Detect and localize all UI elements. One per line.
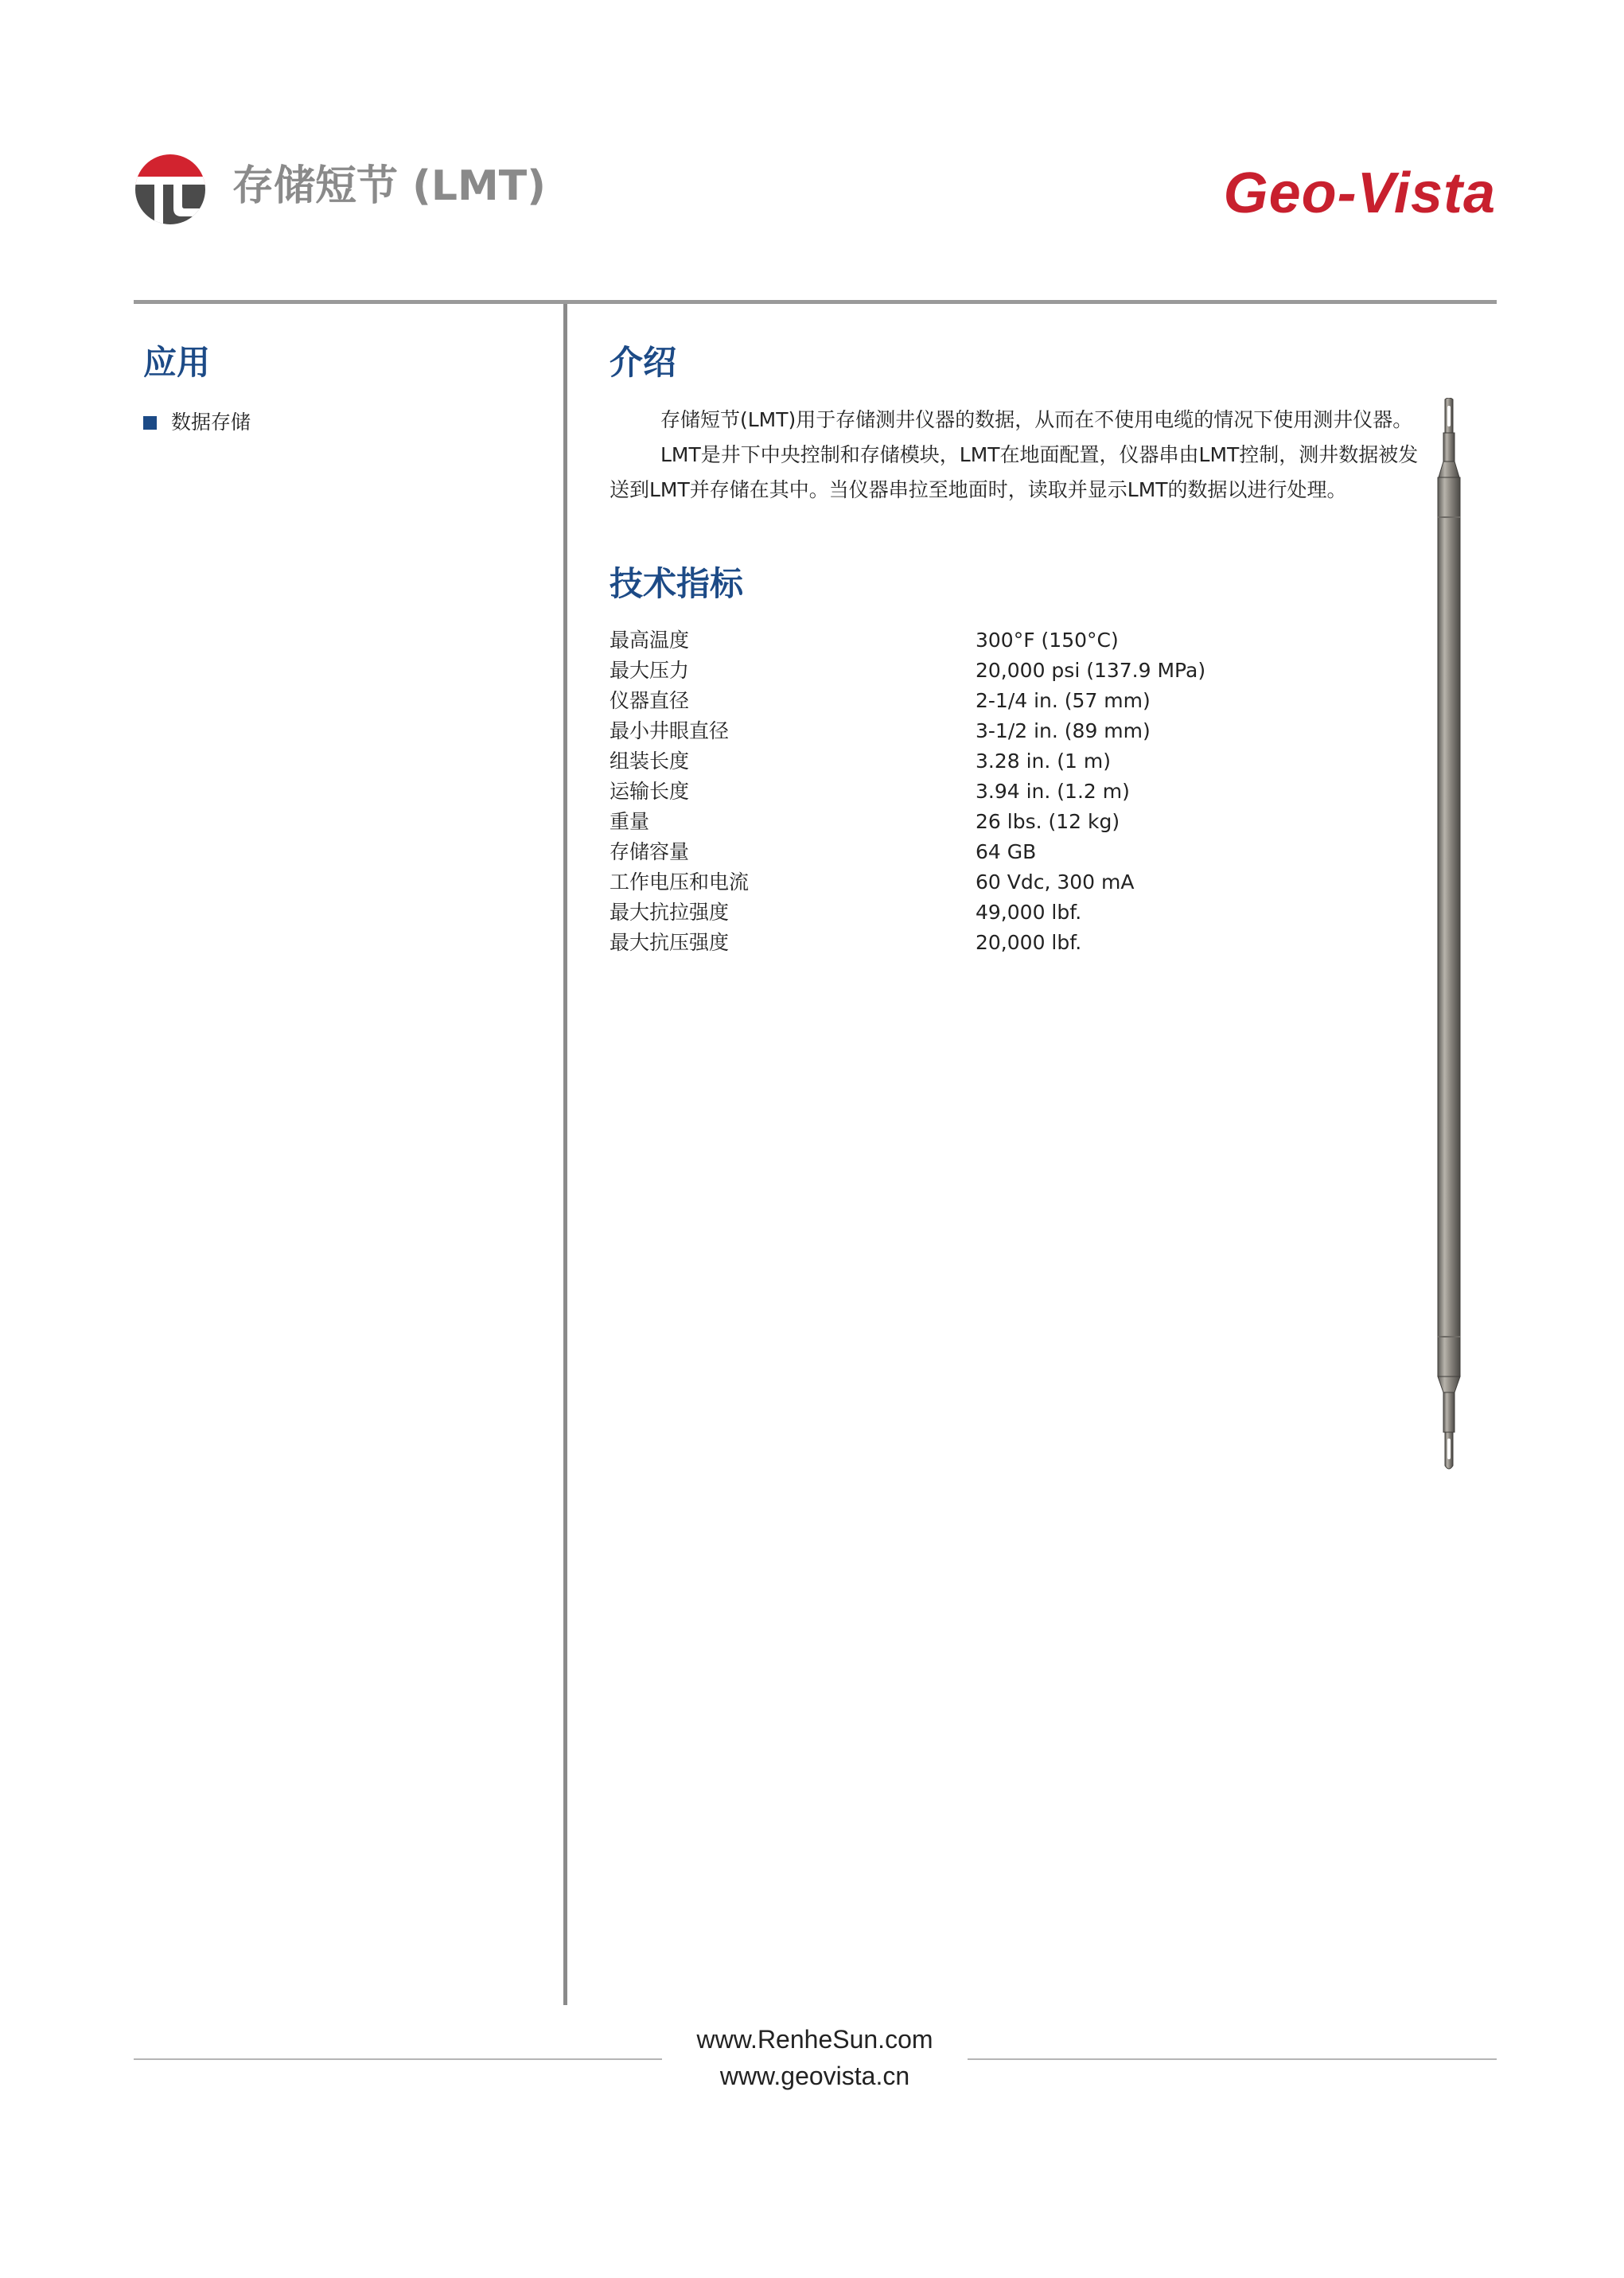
table-row — [609, 656, 1205, 686]
spec-label: 最大抗压强度 — [609, 931, 730, 954]
spec-value: 60 Vdc, 300 mA — [976, 870, 1135, 894]
table-row — [609, 716, 1205, 746]
footer-divider-left — [134, 2058, 662, 2060]
spec-value: 3.94 in. (1.2 m) — [976, 780, 1130, 803]
spec-value: 20,000 lbf. — [976, 931, 1082, 954]
table-row — [609, 746, 1205, 777]
table-row — [609, 625, 1205, 656]
spec-label: 最高温度 — [609, 629, 690, 652]
introduction-text — [609, 403, 1421, 508]
specifications-table — [609, 625, 1205, 958]
page-title: 存储短节 (LMT) — [232, 162, 546, 210]
table-row — [609, 867, 1205, 898]
company-logo-icon — [134, 153, 207, 226]
footer-link-renhesun[interactable]: www.RenheSun.com — [696, 2025, 933, 2054]
introduction-heading: 介绍 — [609, 343, 677, 382]
brand-logo: Geo-Vista — [1223, 162, 1496, 225]
spec-value: 2-1/4 in. (57 mm) — [976, 689, 1151, 712]
spec-label: 最小井眼直径 — [609, 719, 730, 742]
spec-value: 26 lbs. (12 kg) — [976, 810, 1120, 833]
spec-label: 最大抗拉强度 — [609, 901, 730, 924]
spec-value: 300°F (150°C) — [976, 629, 1119, 652]
application-label: 数据存储 — [171, 411, 251, 434]
spec-value: 3.28 in. (1 m) — [976, 750, 1112, 773]
table-row — [609, 928, 1205, 958]
spec-label: 最大压力 — [609, 659, 690, 682]
spec-label: 组装长度 — [609, 750, 690, 773]
footer-divider-right — [968, 2058, 1497, 2060]
spec-value: 3-1/2 in. (89 mm) — [976, 719, 1151, 742]
spec-value: 20,000 psi (137.9 MPa) — [976, 659, 1206, 682]
applications-heading: 应用 — [143, 343, 211, 382]
table-row — [609, 837, 1205, 867]
spec-label: 存储容量 — [609, 840, 690, 863]
spec-label: 仪器直径 — [609, 689, 690, 712]
spec-label: 运输长度 — [609, 780, 690, 803]
intro-paragraph: 存储短节(LMT)用于存储测井仪器的数据，从而在不使用电缆的情况下使用测井仪器。 — [660, 408, 1413, 431]
applications-list — [143, 407, 251, 438]
column-divider — [563, 304, 567, 2005]
spec-label: 重量 — [609, 810, 650, 833]
header-divider — [134, 300, 1497, 304]
spec-label: 工作电压和电流 — [609, 870, 750, 894]
specifications-heading: 技术指标 — [609, 564, 744, 603]
spec-value: 49,000 lbf. — [976, 901, 1082, 924]
intro-paragraph: LMT是井下中央控制和存储模块，LMT在地面配置，仪器串由LMT控制，测井数据被发送到LMT并存储在其中。当仪器串拉至地面时，读取并显示LMT的数据以进行处理。 — [609, 443, 1419, 501]
footer-link-geovista[interactable]: www.geovista.cn — [719, 2062, 910, 2090]
list-item — [143, 407, 251, 438]
table-row — [609, 898, 1205, 928]
spec-value: 64 GB — [976, 840, 1037, 863]
table-row — [609, 777, 1205, 807]
table-row — [609, 686, 1205, 716]
square-bullet-icon — [143, 416, 157, 430]
table-row — [609, 807, 1205, 837]
lmt-tool-image — [1426, 398, 1472, 1472]
